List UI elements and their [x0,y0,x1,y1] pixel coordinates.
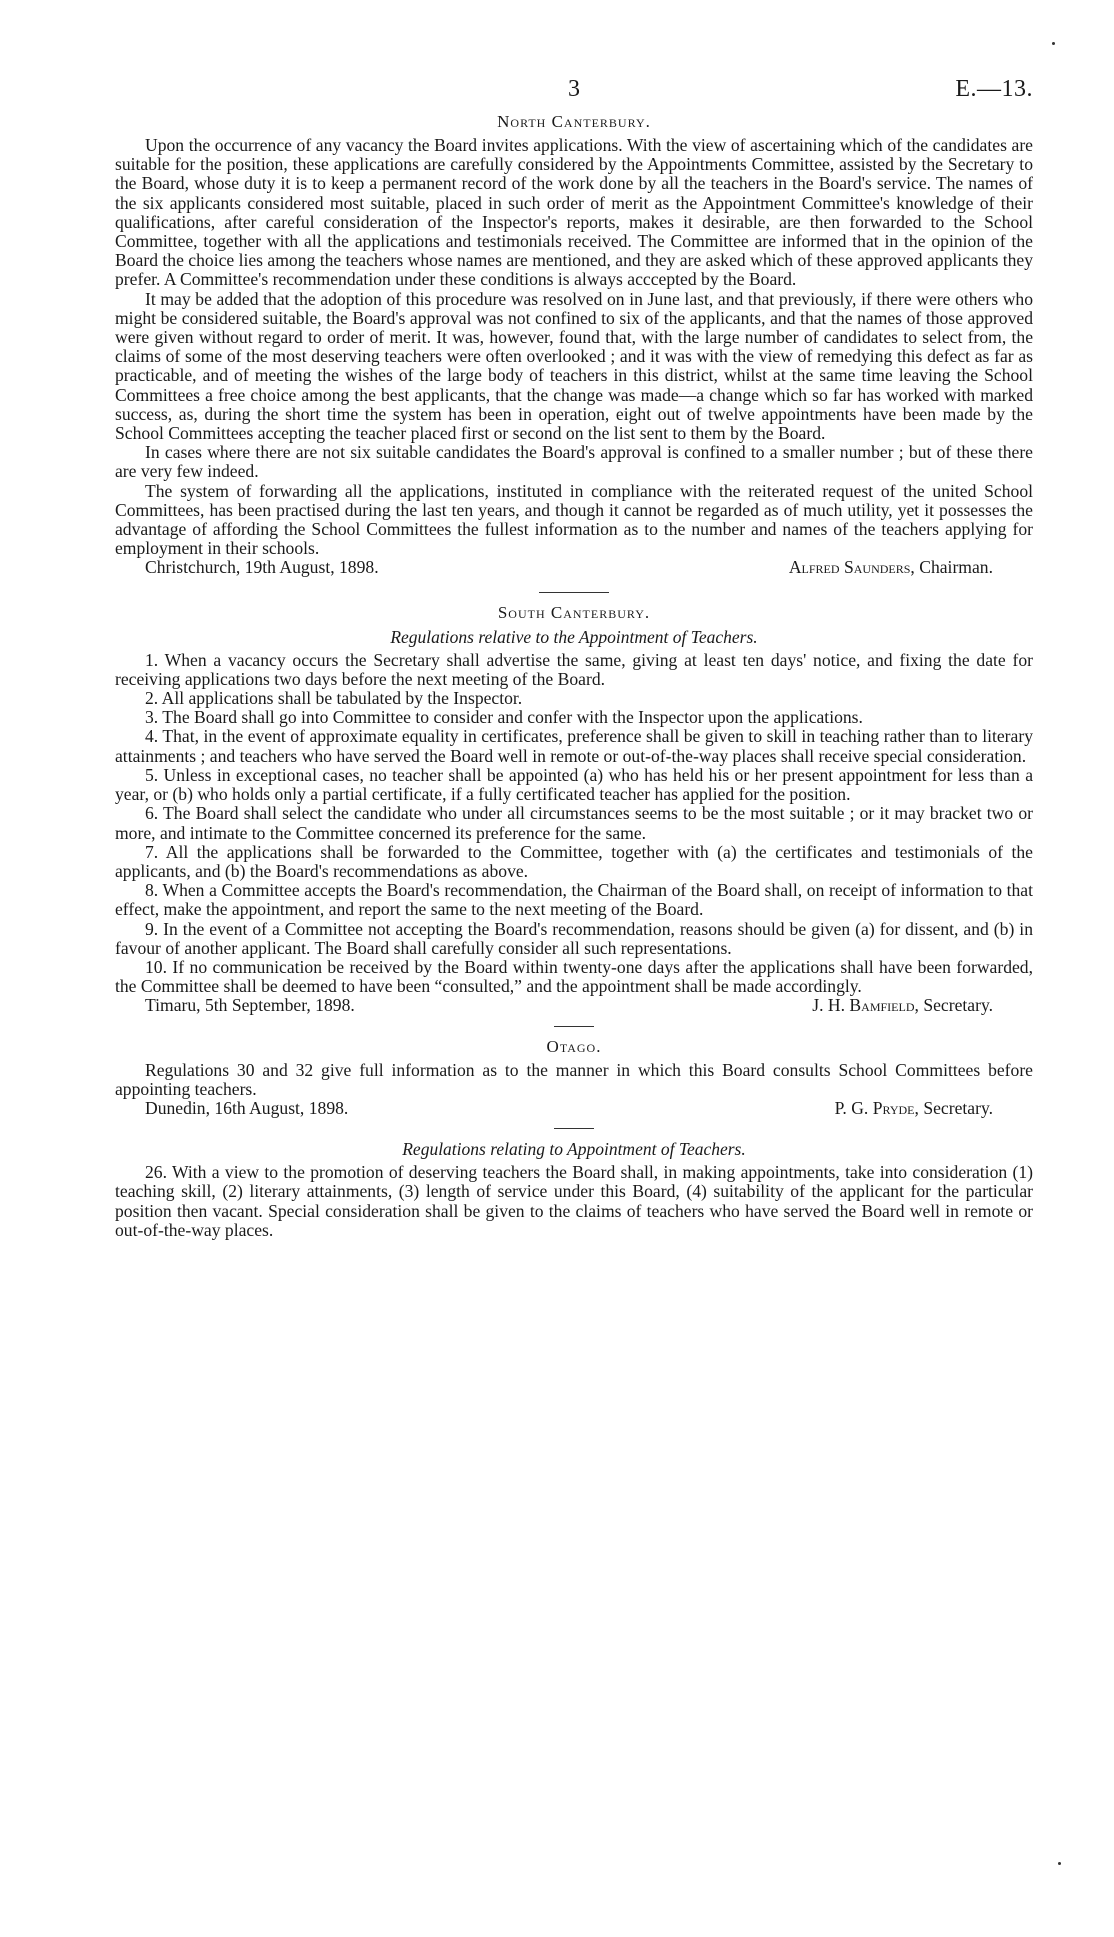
regulation-item: 4. That, in the event of approximate equality in certificates, preference shall be given to skill in teaching rather than to literary attainments ; and teachers who have served the Board well in remote or out-of-the-way places shall receive special consideration. [115,726,1033,766]
signer-title: Secretary. [923,1097,993,1118]
signature [789,558,1033,577]
regulation-item: 8. When a Committee accepts the Board's recommendation, the Chairman of the Board shall, on receipt of information to that effect, make the appointment, and report the same to the next meeting of the Board. [115,880,1033,920]
stray-ink-mark [1058,1862,1061,1865]
section-divider [554,1128,594,1129]
section-divider [554,1026,594,1027]
section-north-canterbury [115,112,1033,578]
signer-title: Chairman. [919,557,993,578]
place-date: Christchurch, 19th August, 1898. [145,557,379,578]
place-date: Timaru, 5th September, 1898. [145,995,355,1016]
section-subtitle-regulations: Regulations relative to the Appointment of Teachers. [390,626,758,647]
section-title-otago: Otago. [546,1036,602,1056]
signoff-north-canterbury [115,558,1033,577]
regulation-item: 5. Unless in exceptional cases, no teacher shall be appointed (a) who has held his or her present appointment for less than a year, or (b) who holds only a partial certificate, if a fully certificated teacher has applied for the position. [115,764,1033,805]
regulation-item: 1. When a vacancy occurs the Secretary shall advertise the same, giving at least ten days' notice, and fixing the date for receiving applications two days before the next meeting of the Board. [115,649,1033,689]
document-reference: E.—13. [955,76,1033,102]
regulation-item: 6. The Board shall select the candidate who under all circumstances seems to be the most suitable ; or it may bracket two or more, and intimate to the Committee concerned its preference for the same. [115,803,1033,843]
regulation-item: 9. In the event of a Committee not accepting the Board's recommendation, reasons should be given (a) for dissent, and (b) in favour of another applicant. The Board shall carefully consider all such representations. [115,918,1033,958]
signature [835,1099,1033,1118]
section-otago [115,1037,1033,1240]
paragraph: It may be added that the adoption of this procedure was resolved on in June last, and that previously, if there were others who might be considered suitable, the Board's approval was not confined to six of the applicants, and that the names of those approved were given without regard to order of merit. It was, however, found that, with the large number of candidates to select from, the claims of some of the most deserving teachers were often overlooked ; and it was with the view of remedying this defect as far as practicable, and of meeting the wishes of the large body of teachers in this district, whilst at the same time leaving the School Committees a free choice among the best applicants, that the change was made—a change which so far has worked with marked success, as, during the short time the system has been in operation, eight out of twelve appointments have been made by the School Committees accepting the teacher placed first or second on the list sent to them by the Board. [115,288,1033,444]
place-date: Dunedin, 16th August, 1898. [145,1097,349,1118]
signoff-south-canterbury [115,996,1033,1015]
section-divider [539,592,609,593]
paragraph: Upon the occurrence of any vacancy the Board invites applications. With the view of ascertaining which of the candidates are suitable for the position, these applications are carefully considered by the Appointments Committee, assisted by the Secretary to the Board, whose duty it is to keep a permanent record of the work done by all the teachers in the Board's service. The names of the six applicants considered most suitable, placed in such order of merit as the Appointment Committee's knowledge of their qualifications, after careful consideration of the Inspector's reports, makes it desirable, are then forwarded to the School Committee, together with all the applications and testimonials received. The Committee are informed that in the opinion of the Board the choice lies among the teachers whose names are mentioned, and they are asked which of these approved applicants they prefer. A Committee's recommendation under these conditions is always acccepted by the Board. [115,135,1033,290]
regulation-item: 10. If no communication be received by the Board within twenty-one days after the applications shall have been forwarded, the Committee shall be deemed to have been “consulted,” and the appointment shall be made accordingly. [115,956,1033,997]
signature [812,996,1033,1015]
section-subtitle-regulations: Regulations relating to Appointment of Teachers. [402,1139,746,1160]
document-page [115,76,1033,1240]
paragraph: The system of forwarding all the applications, instituted in compliance with the reiterated request of the united School Committees, has been practised during the last ten years, and though it cannot be regarded as of much utility, yet it possesses the advantage of affording the School Committees the fullest information as to the number and names of the teachers applying for employment in their schools. [115,480,1033,559]
signer-name: Alfred Saunders, [788,557,915,578]
paragraph: Regulations 30 and 32 give full information as to the manner in which this Board consults School Committees before appointing teachers. [115,1059,1033,1099]
page-header [115,76,1033,108]
signer-name: J. H. Bamfield, [812,995,919,1016]
regulation-item: 7. All the applications shall be forwarded to the Committee, together with (a) the certificates and testimonials of the applicants, and (b) the Board's recommendations as above. [115,841,1033,881]
page-number: 3 [568,76,580,102]
section-title-north-canterbury: North Canterbury. [497,112,651,131]
section-south-canterbury [115,603,1033,1016]
regulation-item: 2. All applications shall be tabulated by the Inspector. [145,688,523,709]
signer-title: Secretary. [923,995,993,1016]
regulation-item: 26. With a view to the promotion of deserving teachers the Board shall, in making appointments, take into consideration (1) teaching skill, (2) literary attainments, (3) length of service under this Board, (4) suitability of the applicant for the particular position then vacant. Special consideration shall be given to the claims of teachers who have served the Board well in remote or out-of-the-way places. [115,1162,1033,1240]
regulation-item: 3. The Board shall go into Committee to consider and confer with the Inspector upon the applications. [145,707,863,728]
section-title-south-canterbury: South Canterbury. [497,602,651,622]
signoff-otago [115,1099,1033,1118]
signer-name: P. G. Pryde, [834,1097,919,1118]
paragraph: In cases where there are not six suitable candidates the Board's approval is confined to a smaller number ; but of these there are very few indeed. [115,442,1033,482]
stray-ink-mark [1052,42,1055,45]
